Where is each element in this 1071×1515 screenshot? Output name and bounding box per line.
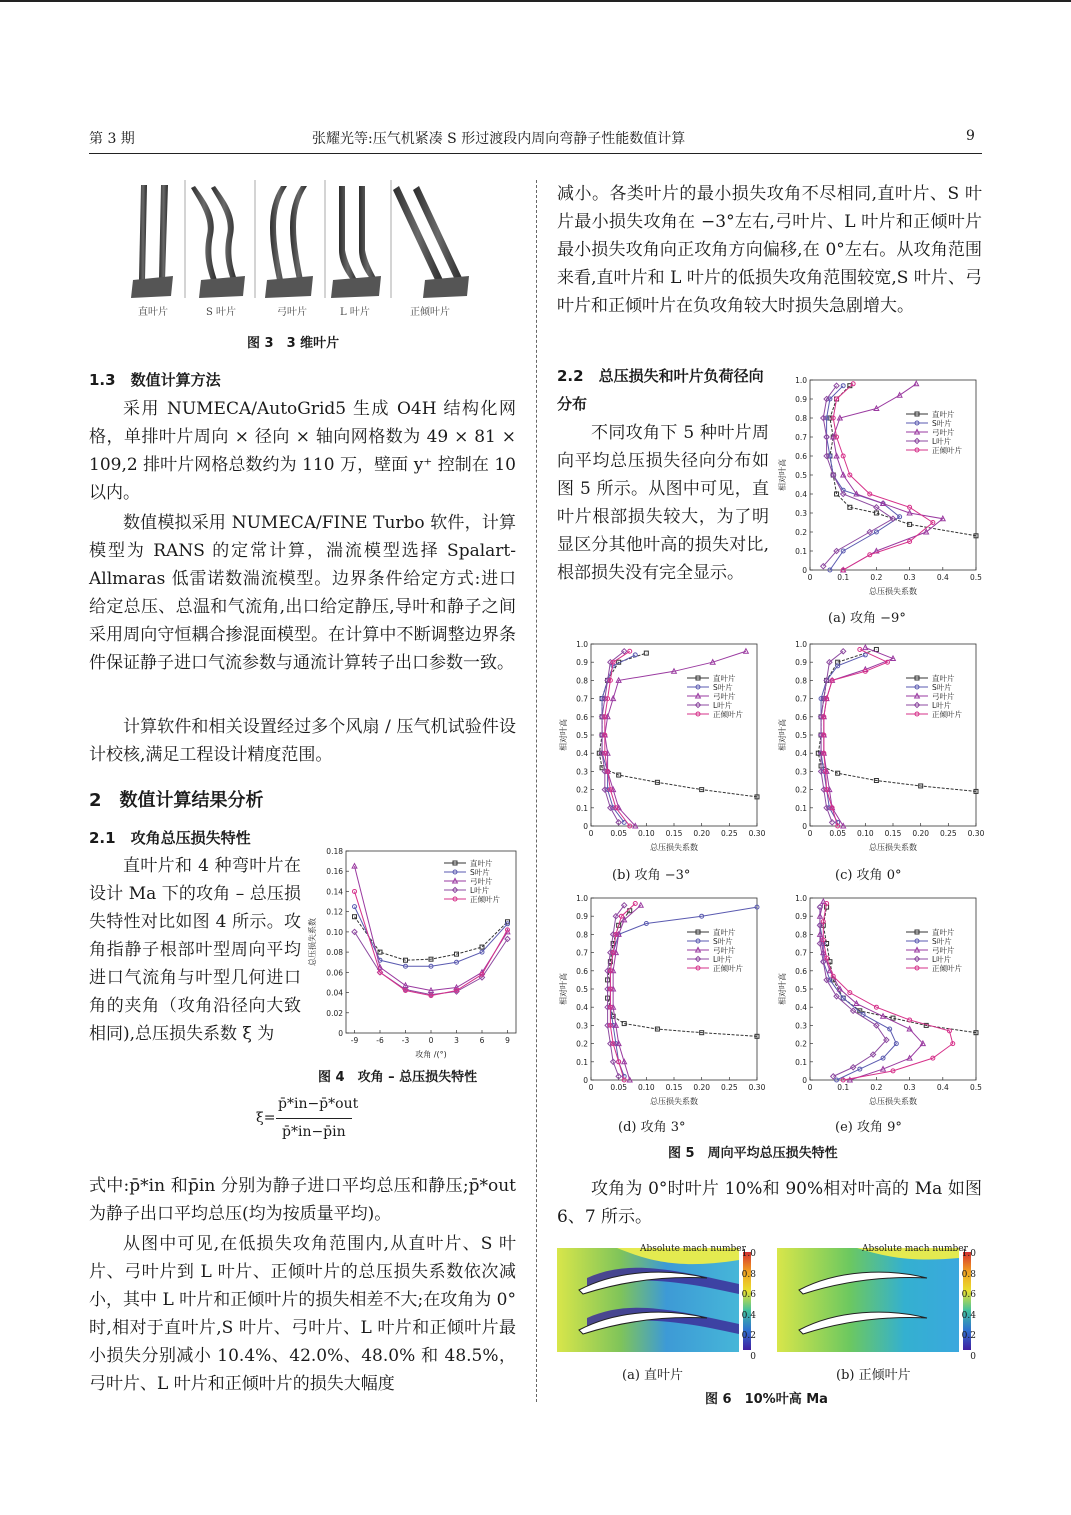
- legend-label: S叶片: [932, 937, 952, 946]
- fig6b-cbar-tick: 0.2: [961, 1331, 976, 1341]
- y-tick-label: 0.1: [576, 803, 588, 813]
- x-tick-label: 0: [807, 573, 813, 582]
- fig5d-caption: (d) 攻角 3°: [618, 1120, 686, 1135]
- y-tick-label: 0.1: [795, 1057, 807, 1067]
- x-axis-label: 总压损失系数: [869, 843, 917, 852]
- data-point: [914, 381, 919, 386]
- y-tick-label: 0.2: [576, 1039, 588, 1049]
- y-tick-label: 0.8: [576, 676, 588, 686]
- y-tick-label: 1.0: [795, 376, 807, 385]
- series-line: [824, 649, 888, 826]
- y-tick-label: 0.02: [326, 1008, 343, 1018]
- y-tick-label: 0.1: [795, 547, 807, 556]
- data-point: [858, 647, 862, 651]
- y-tick-label: 0.3: [795, 1021, 807, 1031]
- y-axis-label: 相对叶高: [559, 973, 568, 1005]
- y-axis-label: 相对叶高: [778, 973, 787, 1005]
- y-tick-label: 0.2: [795, 785, 807, 795]
- series-2: [608, 905, 759, 1078]
- legend-label: L叶片: [932, 701, 952, 710]
- y-tick-label: 0.4: [795, 490, 807, 499]
- y-tick-label: 0.18: [326, 847, 343, 856]
- y-tick-label: 0.12: [326, 907, 343, 917]
- series-5: [831, 382, 935, 572]
- series-line: [824, 648, 893, 826]
- x-tick-label: 0: [588, 829, 594, 838]
- y-tick-label: 0: [338, 1029, 343, 1038]
- x-tick-label: 0.10: [637, 829, 655, 838]
- y-tick-label: 0.5: [795, 471, 807, 480]
- y-tick-label: 0.9: [576, 912, 588, 922]
- y-tick-label: 0.3: [576, 767, 588, 777]
- fig5a-chart: [776, 372, 982, 598]
- x-tick-label: 0.5: [970, 1083, 982, 1092]
- legend-label: 正倾叶片: [932, 710, 962, 719]
- legend-label: S叶片: [932, 419, 952, 428]
- x-tick-label: 0.3: [903, 1083, 916, 1092]
- formula-numerator: p̄*in−p̄*out: [278, 1096, 359, 1112]
- section-2-2-heading: 2.2 总压损失和叶片负荷径向分布: [557, 367, 764, 413]
- y-tick-label: 0: [583, 822, 588, 831]
- series-line: [818, 649, 976, 791]
- sec21-paragraph-2: 式中:p̄*in 和p̄in 分别为静子进口平均总压和静压;p̄*out 为静子出口平均总压(均为按质量平均)。: [89, 1176, 516, 1224]
- x-tick-label: 0.4: [936, 573, 949, 582]
- y-tick-label: 0.8: [795, 930, 807, 940]
- fig6b-cbar-tick: 0: [970, 1351, 976, 1362]
- sec21-paragraph-3: 从图中可见,在低损失攻角范围内,从直叶片、S 叶片、弓叶片到 L 叶片、正倾叶片的总压损失系数依次减小，其中 L 叶片和正倾叶片的损失相差不大;在攻角为 0°时,相对于直叶片,S 叶片、弓叶片、L 叶片和正倾叶片最小损失分别减小 10.4%、42.0%、48.0% 和 48.5%，弓叶片、L 叶片和正倾叶片的损失大幅度: [89, 1234, 516, 1394]
- x-tick-label: 0: [807, 1083, 813, 1092]
- legend-label: L叶片: [932, 437, 952, 446]
- fig6a-caption: (a) 直叶片: [622, 1368, 684, 1383]
- y-tick-label: 0.7: [795, 694, 807, 704]
- y-axis-label: 总压损失系数: [308, 918, 317, 966]
- legend-label: S叶片: [713, 937, 733, 946]
- sec13-paragraph-2: 数值模拟采用 NUMECA/FINE Turbo 软件，计算模型为 RANS 的定常计算，湍流模型选择 Spalart-Allmaras 低雷诺数湍流模型。边界条件给定方式:进口给定总压、总温和气流角,出口给定静压,导叶和静子之间采用周向守恒耦合掺混面模型。在计算中不断调整边界条件保证静子进口气流参数与通流计算转子出口参数一致。: [89, 513, 516, 673]
- formula-denominator: p̄*in−p̄in: [282, 1124, 346, 1140]
- series-1: [353, 915, 510, 962]
- y-tick-label: 0.3: [795, 509, 807, 518]
- series-4: [821, 383, 896, 569]
- y-tick-label: 0.5: [576, 731, 588, 740]
- blade-label-lean: 正倾叶片: [410, 307, 450, 318]
- fig5b-caption: (b) 攻角 −3°: [612, 868, 691, 883]
- x-tick-label: 3: [454, 1036, 459, 1045]
- y-tick-label: 0.10: [326, 927, 343, 937]
- fig6b-cbar-tick: 1.0: [961, 1249, 976, 1259]
- y-tick-label: 1.0: [576, 640, 588, 649]
- y-axis-label: 相对叶高: [778, 719, 787, 751]
- legend-label: 弓叶片: [932, 946, 955, 955]
- series-2: [818, 905, 898, 1082]
- fig6b-cbar-tick: 0.4: [961, 1310, 976, 1321]
- x-tick-label: 0: [428, 1036, 434, 1045]
- fig6b-cbar-ticks: [958, 1244, 976, 1367]
- x-axis-label: 总压损失系数: [869, 1097, 917, 1106]
- y-tick-label: 0.5: [576, 985, 588, 994]
- section-2-heading: 2 数值计算结果分析: [89, 790, 264, 811]
- y-tick-label: 1.0: [576, 894, 588, 903]
- sec13-paragraph-3: 计算软件和相关设置经过多个风扇 / 压气机试验件设计校核,满足工程设计精度范围。: [89, 717, 516, 765]
- column-divider: [536, 180, 537, 1402]
- y-tick-label: 0.16: [326, 867, 343, 877]
- header-rule: [89, 153, 982, 154]
- data-point: [874, 647, 878, 651]
- x-tick-label: 0.3: [903, 573, 916, 582]
- legend-label: 正倾叶片: [932, 964, 962, 973]
- x-tick-label: -6: [376, 1036, 384, 1045]
- blade-bow: [265, 186, 313, 298]
- fig6b-cbar-tick: 0.8: [961, 1269, 976, 1280]
- blade-label-s: S 叶片: [206, 307, 237, 318]
- y-tick-label: 0.9: [795, 658, 807, 668]
- plot-frame: [810, 644, 976, 826]
- x-tick-label: 0.25: [939, 829, 957, 838]
- x-tick-label: 0.20: [912, 829, 930, 838]
- legend-label: L叶片: [932, 955, 952, 964]
- y-tick-label: 0.7: [576, 694, 588, 704]
- legend-label: 正倾叶片: [713, 710, 743, 719]
- sec22-paragraph: 不同攻角下 5 种叶片周向平均总压损失径向分布如图 5 所示。从图中可见，直叶片根部损失较大，为了明显区分其他叶高的损失对比,根部损失没有完全显示。: [557, 423, 769, 583]
- series-4: [817, 905, 889, 1079]
- x-tick-label: 0.05: [610, 829, 628, 838]
- data-point: [638, 903, 643, 908]
- y-tick-label: 0.2: [795, 1039, 807, 1049]
- x-tick-label: 0.20: [693, 1083, 711, 1092]
- y-tick-label: 1.0: [795, 640, 807, 649]
- y-tick-label: 0.1: [576, 1057, 588, 1067]
- legend-label: L叶片: [713, 955, 733, 964]
- series-1: [828, 384, 978, 538]
- data-point: [863, 645, 868, 650]
- series-line: [827, 386, 900, 570]
- y-tick-label: 0.4: [795, 1003, 807, 1013]
- fig3-blade-images: [125, 180, 470, 315]
- fig5b-chart: [557, 636, 766, 854]
- series-1: [816, 647, 978, 793]
- fig4-caption: 图 4 攻角 – 总压损失特性: [318, 1070, 478, 1085]
- y-tick-label: 0.8: [576, 930, 588, 940]
- y-tick-label: 1.0: [795, 894, 807, 903]
- fig5c-caption: (c) 攻角 0°: [835, 868, 902, 883]
- plot-frame: [810, 898, 976, 1080]
- fig6a-cbar-tick: 1.0: [741, 1249, 756, 1259]
- y-tick-label: 0.5: [795, 731, 807, 740]
- x-tick-label: 0.25: [720, 1083, 738, 1092]
- y-tick-label: 0.8: [795, 414, 807, 423]
- x-tick-label: 9: [505, 1036, 510, 1045]
- series-line: [820, 907, 896, 1080]
- series-line: [830, 386, 976, 536]
- y-tick-label: 0.7: [795, 948, 807, 958]
- x-tick-label: -3: [401, 1036, 410, 1045]
- blade-straight: [131, 185, 173, 298]
- y-tick-label: 0.6: [576, 966, 588, 976]
- fig5e-chart: [776, 890, 982, 1108]
- x-tick-label: 0.1: [837, 1083, 850, 1092]
- sec21-paragraph-1: 直叶片和 4 种弯叶片在设计 Ma 下的攻角 – 总压损失特性对比如图 4 所示。攻角指静子根部叶型周向平均进口气流角与叶型几何进口角的夹角（攻角沿径向大致相同),总压损失系数 ξ 为: [89, 856, 301, 1044]
- y-tick-label: 0.6: [795, 712, 807, 722]
- fig4-chart: [306, 843, 522, 1061]
- issue-number: 第 3 期: [89, 131, 135, 147]
- legend-label: S叶片: [932, 683, 952, 692]
- y-tick-label: 0.5: [795, 985, 807, 994]
- x-tick-label: 0.15: [884, 829, 902, 838]
- x-axis-label: 总压损失系数: [869, 587, 917, 596]
- y-tick-label: 0.2: [795, 528, 807, 537]
- y-tick-label: 0.7: [576, 948, 588, 958]
- blade-lean: [393, 186, 469, 298]
- fig6b-cbar-tick: 0.6: [961, 1290, 976, 1300]
- x-axis-label: 攻角 /(°): [415, 1050, 447, 1059]
- page-number: 9: [966, 128, 975, 144]
- legend-label: 正倾叶片: [932, 446, 962, 455]
- x-tick-label: 0.30: [748, 829, 766, 838]
- fig6b-caption: (b) 正倾叶片: [836, 1368, 911, 1383]
- x-tick-label: 0.2: [870, 573, 883, 582]
- x-tick-label: 0.2: [870, 1083, 883, 1092]
- section-1-3-heading: 1.3 数值计算方法: [89, 371, 221, 389]
- series-5: [822, 647, 890, 828]
- legend-label: L叶片: [713, 701, 733, 710]
- fig6a-cbar-tick: 0.8: [741, 1269, 756, 1280]
- legend-label: 正倾叶片: [470, 895, 500, 904]
- fig6b-cbar-title: Absolute mach number: [862, 1244, 968, 1254]
- y-axis-label: 相对叶高: [778, 459, 787, 491]
- blade-label-l: L 叶片: [340, 307, 370, 318]
- y-tick-label: 0.6: [795, 966, 807, 976]
- y-axis-label: 相对叶高: [559, 719, 568, 751]
- y-tick-label: 0: [583, 1076, 588, 1085]
- y-tick-label: 0.3: [795, 767, 807, 777]
- y-tick-label: 0.3: [576, 1021, 588, 1031]
- legend-label: 直叶片: [713, 928, 736, 937]
- series-line: [355, 891, 508, 995]
- y-tick-label: 0.9: [795, 395, 807, 404]
- y-tick-label: 0.9: [576, 658, 588, 668]
- fig3-caption: 图 3 3 维叶片: [247, 336, 340, 351]
- x-tick-label: 0.1: [837, 573, 850, 582]
- legend-label: 弓叶片: [470, 877, 493, 886]
- y-tick-label: 0.14: [326, 887, 343, 897]
- fig5a-caption: (a) 攻角 −9°: [828, 611, 906, 626]
- y-tick-label: 0.04: [326, 988, 343, 998]
- formula-lhs: ξ=: [256, 1110, 276, 1126]
- fig6a-cbar-tick: 0: [750, 1351, 756, 1362]
- x-tick-label: 0: [807, 829, 813, 838]
- data-point: [353, 905, 357, 909]
- legend-label: S叶片: [713, 683, 733, 692]
- blade-label-bow: 弓叶片: [277, 307, 307, 318]
- fig6a-contour-straight: [557, 1240, 763, 1360]
- y-tick-label: 0.4: [795, 749, 807, 759]
- y-tick-label: 0.06: [326, 968, 343, 978]
- fig5d-chart: [557, 890, 766, 1108]
- fig6a-cbar-tick: 0.4: [741, 1310, 756, 1321]
- legend-label: 弓叶片: [713, 946, 736, 955]
- blade-s: [191, 186, 245, 298]
- section-2-1-heading: 2.1 攻角总压损失特性: [89, 829, 251, 847]
- y-tick-label: 0.2: [576, 785, 588, 795]
- y-tick-label: 0.7: [795, 433, 807, 442]
- y-tick-label: 0.8: [795, 676, 807, 686]
- y-tick-label: 0: [802, 822, 807, 831]
- x-tick-label: 0.05: [829, 829, 847, 838]
- fig6b-contour-lean: [777, 1240, 983, 1360]
- legend-label: S叶片: [470, 868, 490, 877]
- fig6-caption: 图 6 10%叶高 Ma: [705, 1392, 828, 1407]
- x-tick-label: 0.10: [637, 1083, 655, 1092]
- x-tick-label: 0.15: [665, 829, 683, 838]
- series-line: [821, 655, 865, 822]
- x-tick-label: 0.30: [748, 1083, 766, 1092]
- y-tick-label: 0.1: [795, 803, 807, 813]
- fig6a-cbar-ticks: [738, 1244, 756, 1367]
- page-top-rule: [0, 0, 1071, 2]
- legend-label: 弓叶片: [932, 692, 955, 701]
- y-tick-label: 0.4: [576, 1003, 588, 1013]
- x-axis-label: 总压损失系数: [650, 843, 698, 852]
- y-tick-label: 0: [802, 1076, 807, 1085]
- y-tick-label: 0.9: [795, 912, 807, 922]
- fig5e-caption: (e) 攻角 9°: [835, 1120, 902, 1135]
- x-tick-label: 0.15: [665, 1083, 683, 1092]
- x-tick-label: 0: [588, 1083, 594, 1092]
- legend-label: 直叶片: [932, 674, 955, 683]
- sec13-paragraph-1: 采用 NUMECA/AutoGrid5 生成 O4H 结构化网格，单排叶片周向 × 径向 × 轴向网格数为 49 × 81 × 109,2 排叶片网格总数约为 110 万，壁面 y⁺ 控制在 10 以内。: [89, 399, 516, 503]
- fig5-caption: 图 5 周向平均总压损失特性: [668, 1146, 838, 1161]
- series-line: [820, 907, 886, 1076]
- x-tick-label: -9: [350, 1036, 359, 1045]
- legend-label: 弓叶片: [932, 428, 955, 437]
- y-tick-label: 0.4: [576, 749, 588, 759]
- right-paragraph-1: 减小。各类叶片的最小损失攻角不尽相同,直叶片、S 叶片最小损失攻角在 −3°左右,弓叶片、L 叶片和正倾叶片最小损失攻角向正攻角方向偏移,在 0°左右。从攻角范围来看,直叶片和 L 叶片的低损失攻角范围较宽,S 叶片、弓叶片和正倾叶片在负攻角较大时损失急剧增大。: [557, 184, 982, 316]
- series-3: [818, 899, 926, 1082]
- x-axis-label: 总压损失系数: [650, 1097, 698, 1106]
- blade-label-straight: 直叶片: [138, 307, 168, 318]
- legend-label: 直叶片: [932, 410, 955, 419]
- y-tick-label: 0.6: [576, 712, 588, 722]
- data-point: [744, 649, 749, 654]
- data-point: [841, 384, 845, 388]
- y-tick-label: 0.08: [326, 948, 343, 958]
- x-tick-label: 6: [479, 1036, 485, 1045]
- fig6a-cbar-tick: 0.2: [741, 1331, 756, 1341]
- x-tick-label: 0.5: [970, 573, 982, 582]
- fig5c-chart: [776, 636, 985, 854]
- x-tick-label: 0.4: [936, 1083, 949, 1092]
- x-tick-label: 0.25: [720, 829, 738, 838]
- series-1: [606, 909, 759, 1039]
- legend-label: 直叶片: [713, 674, 736, 683]
- series-5: [603, 649, 632, 828]
- fig6a-cbar-tick: 0.6: [741, 1290, 756, 1300]
- legend-label: 正倾叶片: [713, 964, 743, 973]
- x-tick-label: 0.10: [856, 829, 874, 838]
- x-tick-label: 0.30: [967, 829, 985, 838]
- x-tick-label: 0.20: [693, 829, 711, 838]
- y-tick-label: 0: [802, 566, 807, 575]
- blade-l: [331, 186, 381, 298]
- series-3: [611, 903, 643, 1082]
- legend-label: 直叶片: [470, 859, 493, 868]
- legend-label: 直叶片: [932, 928, 955, 937]
- fig6a-cbar-title: Absolute mach number: [640, 1244, 746, 1254]
- right-paragraph-after-fig5: 攻角为 0°时叶片 10%和 90%相对叶高的 Ma 如图 6、7 所示。: [557, 1179, 982, 1227]
- running-title: 张耀光等:压气机紧凑 S 形过渡段内周向弯静子性能数值计算: [312, 131, 686, 147]
- legend-label: 弓叶片: [713, 692, 736, 701]
- legend-label: L叶片: [470, 886, 490, 895]
- y-tick-label: 0.6: [795, 452, 807, 461]
- x-tick-label: 0.05: [610, 1083, 628, 1092]
